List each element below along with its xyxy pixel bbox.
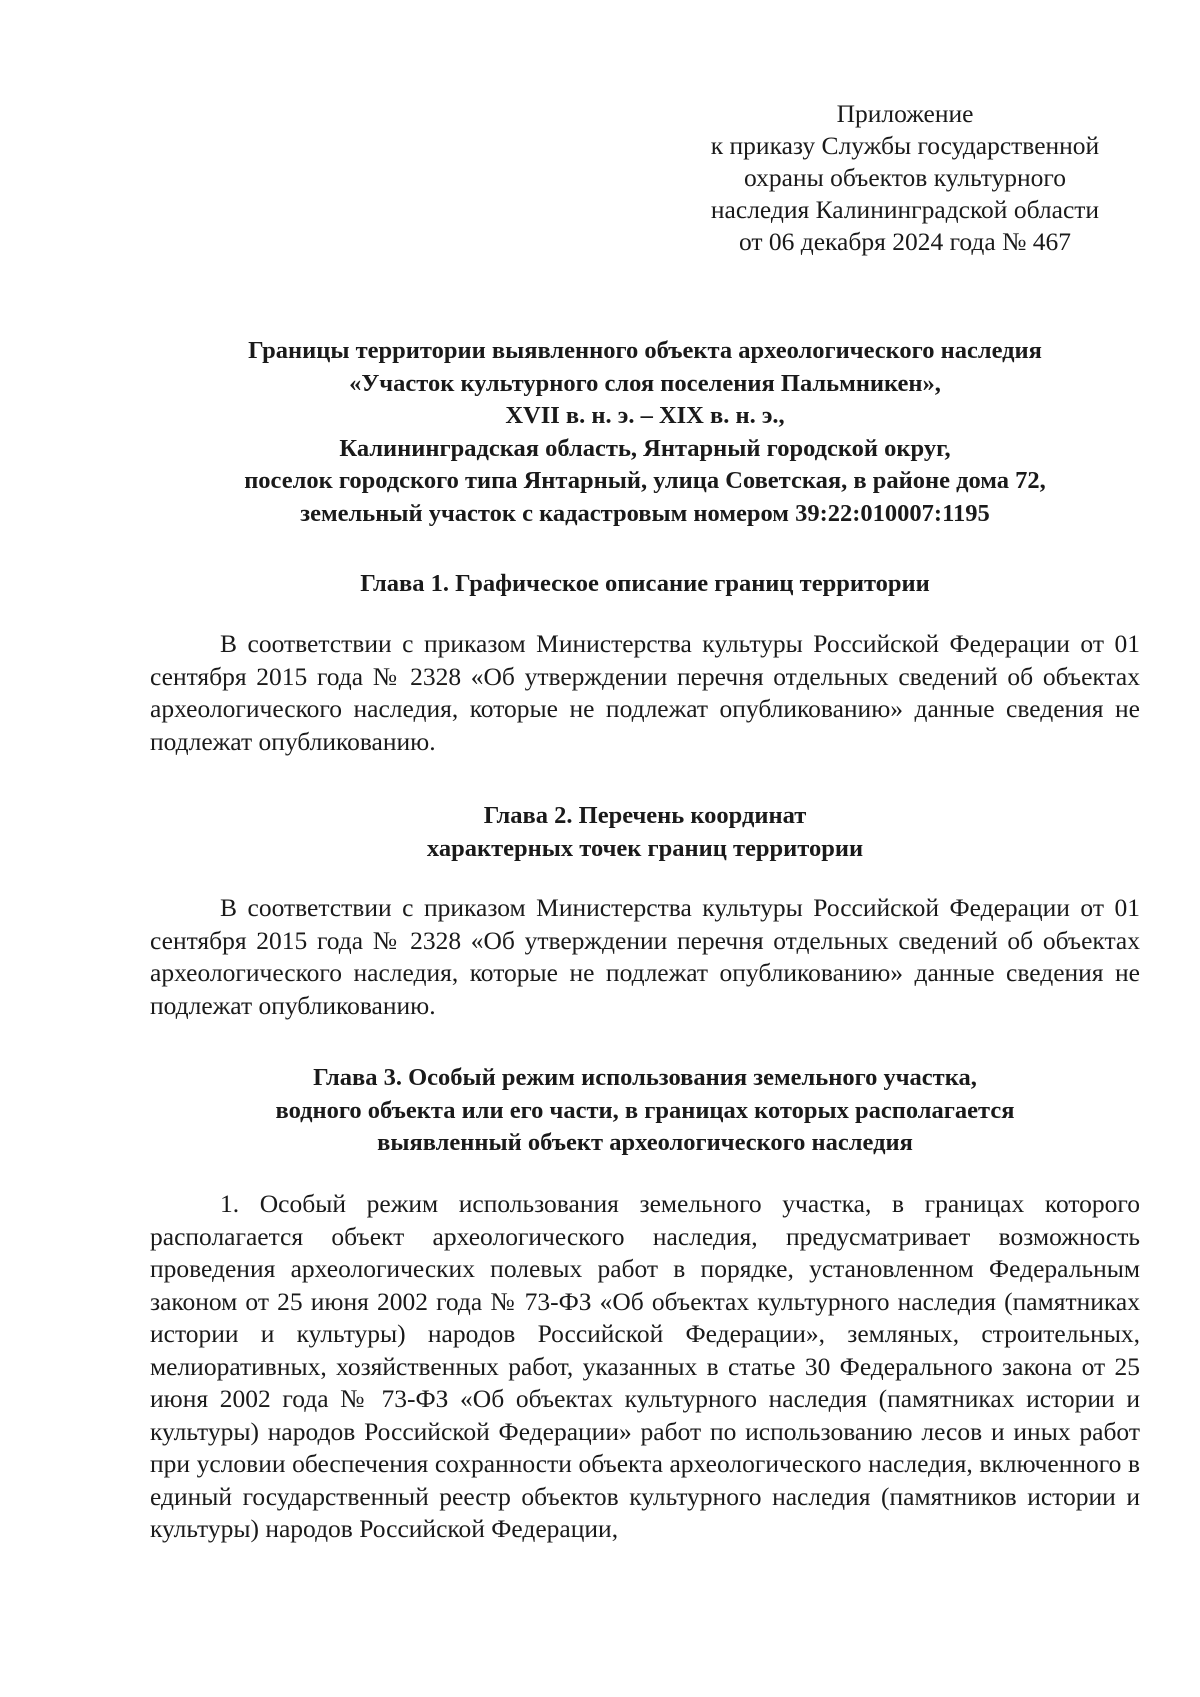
chapter3-heading-line: Глава 3. Особый режим использования земельного участка, (313, 1064, 977, 1091)
chapter3-paragraph: 1. Особый режим использования земельного участка, в границах которого располагается объект археологического наследия, предусматривает возможность проведения археологических полевых работ в порядке, установленном Федеральным законом от 25 июня 2002 года № 73-ФЗ «Об объектах культурного наследия (памятниках истории и культуры) народов Российской Федерации», земляных, строительных, мелиоративных, хозяйственных работ, указанных в статье 30 Федерального закона от 25 июня 2002 года № 73-ФЗ «Об объектах культурного наследия (памятниках истории и культуры) народов Российской Федерации» работ по использованию лесов и иных работ при условии обеспечения сохранности объекта археологического наследия, включенного в единый государственный реестр объектов культурного наследия (памятников истории и культуры) народов Российской Федерации, (150, 1189, 1140, 1543)
appendix-line: к приказу Службы государственной (710, 131, 1100, 160)
chapter3-heading-line: водного объекта или его части, в границах которых располагается (275, 1096, 1015, 1124)
appendix-line: Приложение (836, 99, 974, 128)
chapter1-paragraph: В соответствии с приказом Министерства культуры Российской Федерации от 01 сентября 2015 года № 2328 «Об утверждении перечня отдельных сведений об объектах археологического наследия, которые не подлежат опубликованию» данные сведения не подлежат опубликованию. (150, 629, 1140, 756)
chapter3-heading-line: выявленный объект археологического наследия (377, 1129, 913, 1156)
appendix-line: наследия Калининградской области (710, 195, 1100, 224)
title-line: поселок городского типа Янтарный, улица Советская, в районе дома 72, (244, 467, 1046, 494)
document-title (150, 335, 1140, 530)
chapter2-heading-line: характерных точек границ территории (426, 834, 864, 862)
appendix-line: от 06 декабря 2024 года № 467 (738, 227, 1072, 256)
title-line: земельный участок с кадастровым номером 39:22:010007:1195 (300, 499, 990, 527)
appendix-block (670, 98, 1140, 258)
title-line: XVII в. н. э. – XIX в. н. э., (505, 402, 785, 429)
chapter1-heading (150, 568, 1140, 601)
title-line: «Участок культурного слоя поселения Пальмникен», (349, 369, 941, 397)
chapter2-heading (150, 800, 1140, 865)
appendix-line: охраны объектов культурного (743, 163, 1067, 192)
chapter2-paragraph: В соответствии с приказом Министерства культуры Российской Федерации от 01 сентября 2015 года № 2328 «Об утверждении перечня отдельных сведений об объектах археологического наследия, которые не подлежат опубликованию» данные сведения не подлежат опубликованию. (150, 893, 1140, 1020)
chapter2-heading-line: Глава 2. Перечень координат (483, 802, 807, 829)
title-line: Границы территории выявленного объекта археологического наследия (248, 337, 1042, 364)
title-line: Калининградская область, Янтарный городской округ, (339, 434, 951, 462)
chapter3-heading (150, 1062, 1140, 1160)
chapter1-heading-text: Глава 1. Графическое описание границ территории (360, 570, 930, 597)
